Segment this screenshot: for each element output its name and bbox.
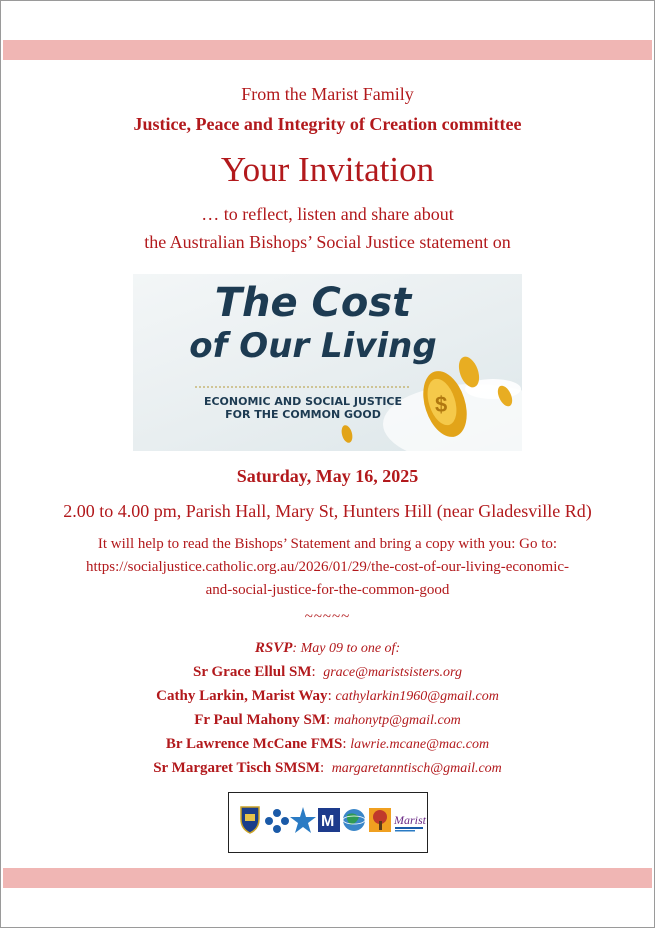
statement-banner-image [133,274,522,451]
banner-subtitle-line-1: ECONOMIC AND SOCIAL JUSTICE [203,395,403,408]
contact-name: Cathy Larkin, Marist Way [156,688,328,704]
from-line: From the Marist Family [241,84,414,104]
bottom-decorative-band [3,868,652,888]
reading-note-line-1: It will help to read the Bishops’ Statement and bring a copy with you: Go to: [97,536,558,552]
event-date: Saturday, May 16, 2025 [236,466,419,486]
top-decorative-band [3,40,652,60]
marist-logos-strip [228,792,428,853]
contact-email[interactable]: grace@maristsisters.org [323,665,462,680]
tree-emblem-icon [369,808,391,832]
page-title: Your Invitation [220,150,435,189]
svg-text:M: M [321,813,335,830]
rsvp-line [0,640,655,657]
intro-line-2: the Australian Bishops’ Social Justice statement on [144,232,511,252]
contact-separator: : [311,664,324,680]
contact-name: Fr Paul Mahony SM [194,712,327,728]
cross-emblem-icon [265,809,289,833]
separator: ~~~~~ [304,609,351,625]
banner-subtitle-line-2: FOR THE COMMON GOOD [225,408,381,421]
event-time-place: 2.00 to 4.00 pm, Parish Hall, Mary St, Hunters Hill (near Gladesville Rd) [63,501,592,521]
committee-line: Justice, Peace and Integrity of Creation committee [133,114,522,134]
contact-separator: : [326,712,334,728]
statement-link-continued[interactable]: and-social-justice-for-the-common-good [205,582,450,598]
contact-row [0,688,655,705]
svg-text:$: $ [435,392,448,417]
rsvp-label: RSVP [254,640,293,656]
coin-icon [340,424,354,444]
contact-separator: : [327,688,336,704]
contact-row [0,760,655,777]
rsvp-detail: : May 09 to one of: [292,641,401,656]
contact-row [0,736,655,753]
intro-line-1: … to reflect, listen and share about [201,204,454,224]
star-emblem-icon [290,807,316,833]
statement-link[interactable]: https://socialjustice.catholic.org.au/2026/01/29/the-cost-of-our-living-economic- [85,559,570,575]
banner-title-line-1: The Cost [214,280,412,326]
contact-email[interactable]: lawrie.mcane@mac.com [350,737,490,752]
marist-wordmark: Marist [394,813,427,827]
marist-logo [393,813,427,832]
contact-name: Br Lawrence McCane FMS [165,736,343,752]
shield-crest-icon [241,807,259,833]
contact-row [0,664,655,681]
globe-icon [343,809,365,831]
svg-text:M: M [274,817,282,827]
banner-title-line-2: of Our Living [189,326,437,366]
contact-email[interactable]: margaretanntisch@gmail.com [331,761,502,776]
contact-name: Sr Grace Ellul SM [193,664,312,680]
contact-separator: : [342,736,351,752]
contact-separator: : [320,760,332,776]
m-emblem-icon [318,808,340,832]
contact-email[interactable]: cathylarkin1960@gmail.com [335,689,499,704]
contact-name: Sr Margaret Tisch SMSM [153,760,321,776]
contact-email[interactable]: mahonytp@gmail.com [333,713,461,728]
contact-row [0,712,655,729]
